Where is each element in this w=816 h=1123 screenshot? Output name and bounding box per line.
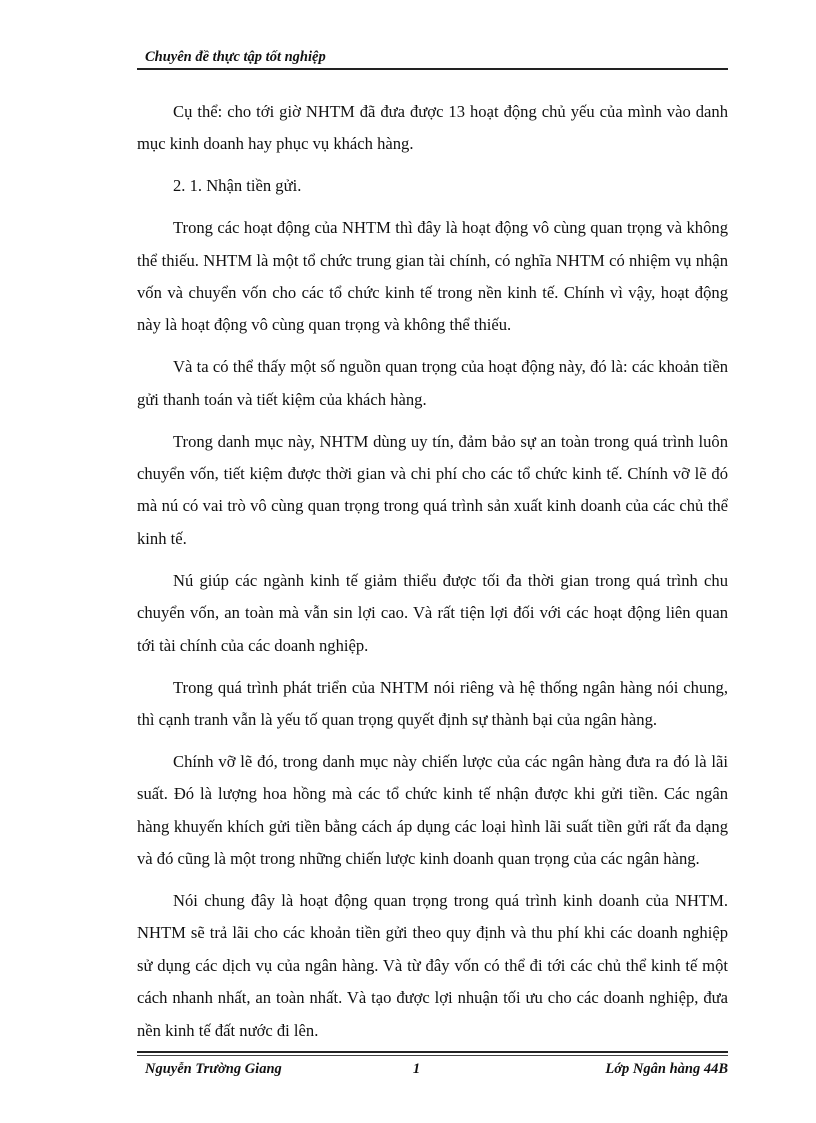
paragraph: Trong quá trình phát triển của NHTM nói riêng và hệ thống ngân hàng nói chung, thì cạnh tranh vẫn là yếu tố quan trọng quyết định sự thành bại của ngân hàng. <box>137 677 728 729</box>
page-footer <box>137 1051 728 1080</box>
author-name: Nguyễn Trường Giang <box>145 1061 282 1077</box>
header-divider <box>137 68 728 70</box>
paragraph: Chính vỡ lẽ đó, trong danh mục này chiến lược của các ngân hàng đưa ra đó là lãi suất. Đó là lượng hoa hồng mà các tổ chức kinh tế nhận được khi gửi tiền. Các ngân hàng khuyến khích gửi tiền bằng cách áp dụng các loại hình lãi suất tiền gửi rất đa dạng và đó cũng là một trong những chiến lược kinh doanh quan trọng của các ngân hàng. <box>137 751 728 869</box>
paragraph: Trong danh mục này, NHTM dùng uy tín, đảm bảo sự an toàn trong quá trình luôn chuyển vốn, tiết kiệm được thời gian và chi phí cho các tổ chức kinh tế. Chính vỡ lẽ đó mà nú có vai trò vô cùng quan trọng trong quá trình sản xuất kinh doanh của các chủ thể kinh tế. <box>137 431 728 548</box>
page-header <box>137 47 728 70</box>
document-title: Chuyên đề thực tập tốt nghiệp <box>145 49 326 65</box>
section-heading: 2. 1. Nhận tiền gửi. <box>173 176 302 196</box>
page-number: 1 <box>412 1061 421 1077</box>
paragraph: Cụ thể: cho tới giờ NHTM đã đưa được 13 hoạt động chủ yếu của mình vào danh mục kinh doanh hay phục vụ khách hàng. <box>137 102 728 154</box>
paragraph: Nói chung đây là hoạt động quan trọng trong quá trình kinh doanh của NHTM. NHTM sẽ trả lãi cho các khoản tiền gửi theo quy định và thu phí khi các doanh nghiệp sử dụng các dịch vụ của ngân hàng. Và từ đây vốn có thể đi tới các chủ thể kinh tế một cách nhanh nhất, an toàn nhất. Và tạo được lợi nhuận tối ưu cho các doanh nghiệp, đưa nền kinh tế đất nước đi lên. <box>137 890 728 1040</box>
class-name: Lớp Ngân hàng 44B <box>605 1061 728 1077</box>
footer-divider-thin <box>137 1055 728 1056</box>
paragraph: Trong các hoạt động của NHTM thì đây là hoạt động vô cùng quan trọng và không thể thiếu. NHTM là một tổ chức trung gian tài chính, có nghĩa NHTM có nhiệm vụ nhận vốn và chuyển vốn cho các tổ chức kinh tế trong nền kinh tế. Chính vì vậy, hoạt động này là hoạt động vô cùng quan trọng và không thể thiếu. <box>137 218 728 335</box>
footer-divider <box>137 1051 728 1053</box>
body-text <box>137 96 728 1056</box>
paragraph: Và ta có thể thấy một số nguồn quan trọng của hoạt động này, đó là: các khoản tiền gửi thanh toán và tiết kiệm của khách hàng. <box>137 357 728 409</box>
paragraph: Nú giúp các ngành kinh tế giảm thiểu được tối đa thời gian trong quá trình chu chuyển vốn, an toàn mà vẫn sin lợi cao. Và rất tiện lợi đối với các hoạt động liên quan tới tài chính của các doanh nghiệp. <box>137 570 728 655</box>
